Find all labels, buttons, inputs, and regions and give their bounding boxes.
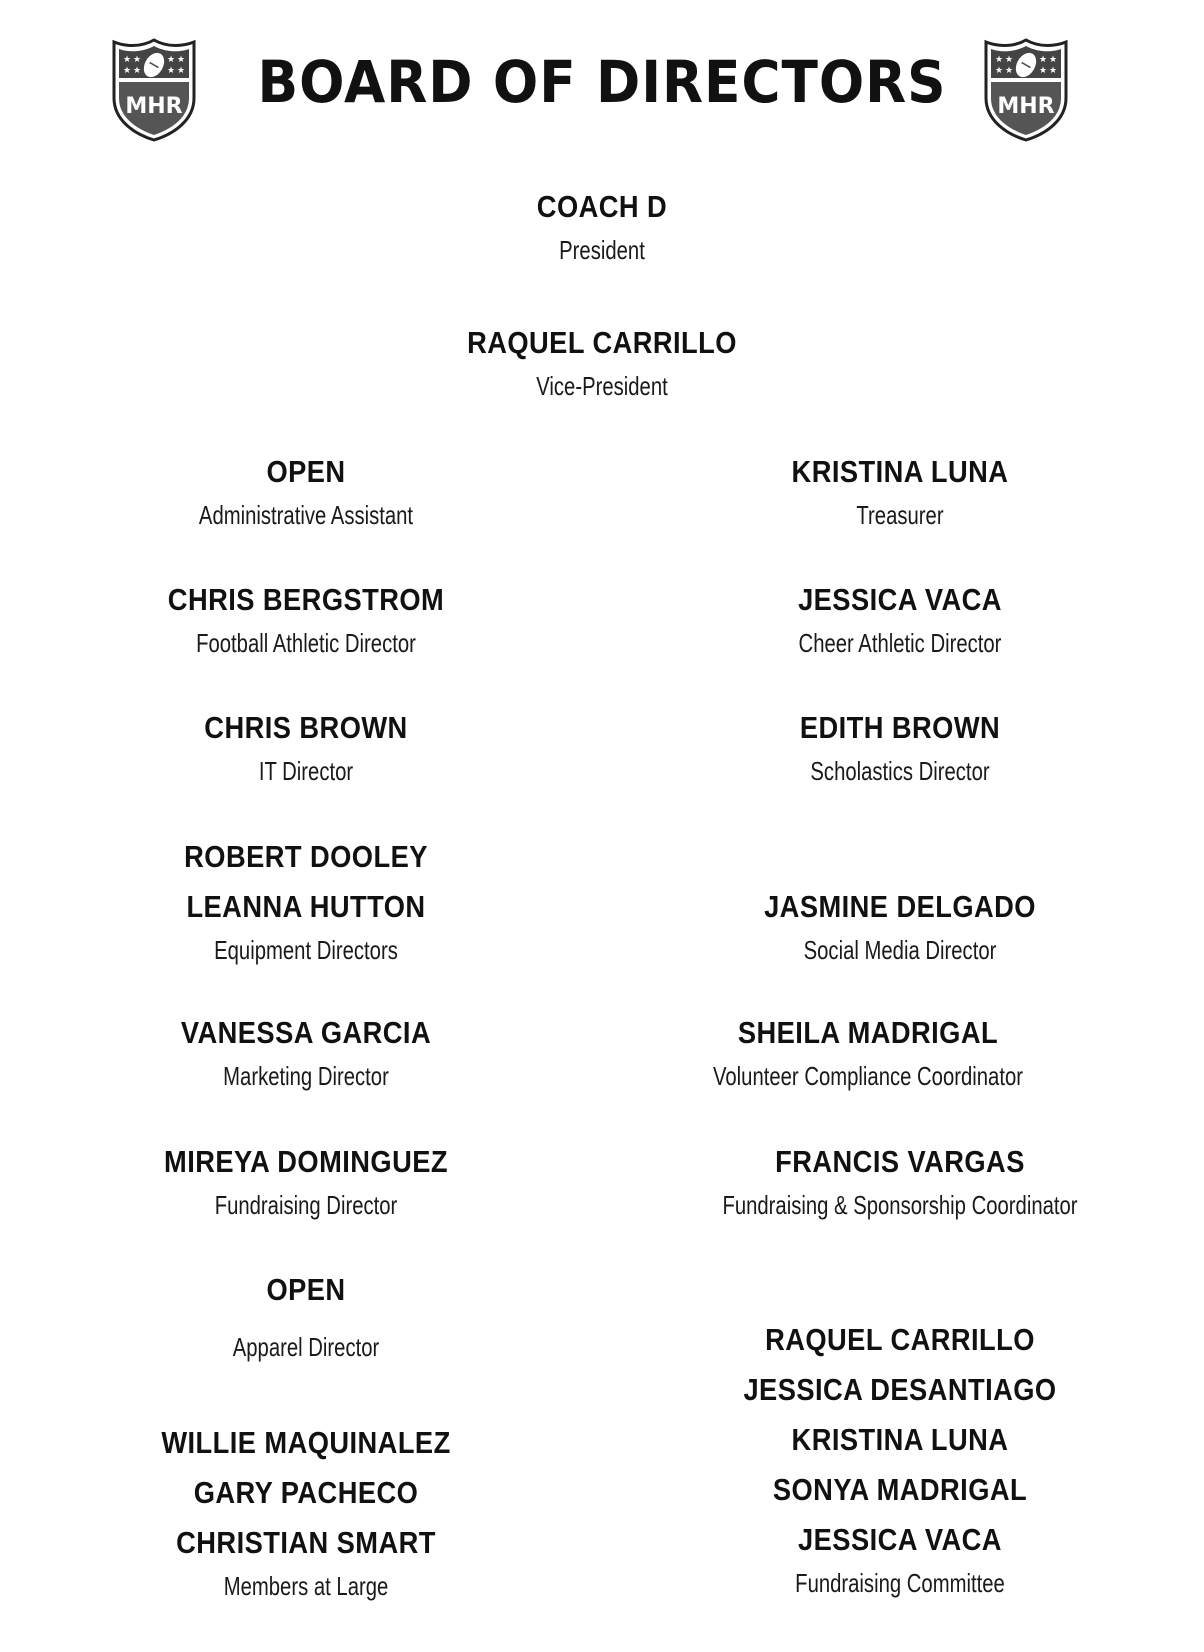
shield-logo-icon [982,38,1070,142]
svg-text:★: ★ [1049,66,1058,76]
svg-text:★: ★ [995,66,1004,76]
director-entry [190,703,421,789]
director-entry [164,1008,448,1094]
svg-text:★: ★ [1005,55,1014,65]
director-role: Volunteer Compliance Coordinator [712,1061,1024,1091]
vice-president-name: RAQUEL CARRILLO [467,325,737,360]
svg-text:★: ★ [1005,66,1014,76]
director-role: Members at Large [223,1571,389,1601]
director-entry [746,882,1055,968]
svg-text:★: ★ [167,66,176,76]
director-name: JASMINE DELGADO [764,889,1036,924]
director-entry [722,1315,1078,1601]
svg-text:★: ★ [1049,55,1058,65]
director-name: JESSICA VACA [798,582,1002,617]
director-name: WILLIE MAQUINALEZ [161,1425,451,1460]
director-name: SHEILA MADRIGAL [737,1015,999,1050]
director-entry [168,832,445,968]
director-entry [169,447,444,533]
svg-text:★: ★ [1039,55,1048,65]
director-entry [785,703,1015,789]
svg-text:MHR: MHR [125,94,183,119]
director-name: VANESSA GARCIA [180,1015,432,1050]
director-entry [212,1265,400,1365]
svg-text:★: ★ [995,55,1004,65]
president-entry [528,182,676,268]
director-role: Cheer Athletic Director [798,628,1002,658]
director-entry [770,575,1030,661]
svg-text:★: ★ [133,55,142,65]
director-name: RAQUEL CARRILLO [765,1322,1035,1357]
director-name: SONYA MADRIGAL [772,1472,1028,1507]
svg-text:★: ★ [123,55,132,65]
director-role: Football Athletic Director [196,628,416,658]
director-entry [142,1418,471,1604]
svg-text:★: ★ [123,66,132,76]
director-role: Apparel Director [232,1332,380,1362]
director-role: Administrative Assistant [198,500,414,530]
director-role: Equipment Directors [214,935,398,965]
director-name: KRISTINA LUNA [791,1422,1009,1457]
svg-text:★: ★ [167,55,176,65]
director-name: OPEN [266,1272,346,1307]
director-name: EDITH BROWN [799,710,1001,745]
director-role: Scholastics Director [810,756,990,786]
svg-text:★: ★ [1039,66,1048,76]
director-role: Fundraising & Sponsorship Coordinator [722,1190,1078,1220]
director-name: JESSICA VACA [798,1522,1002,1557]
director-name: LEANNA HUTTON [186,889,426,924]
director-name: MIREYA DOMINGUEZ [164,1144,448,1179]
director-name: CHRIS BROWN [204,710,408,745]
vice-president-role: Vice-President [536,371,668,401]
director-name: JESSICA DESANTIAGO [743,1372,1057,1407]
director-role: IT Director [258,756,354,786]
director-name: KRISTINA LUNA [791,454,1009,489]
director-role: Fundraising Director [214,1190,398,1220]
director-entry [145,1137,468,1223]
director-role: Social Media Director [803,935,997,965]
director-name: CHRISTIAN SMART [176,1525,436,1560]
director-role: Marketing Director [223,1061,389,1091]
president-name: COACH D [536,189,668,224]
director-entry [669,1008,1066,1094]
director-entry [149,575,463,661]
mhr-shield-logo-right [982,38,1070,142]
director-name: GARY PACHECO [193,1475,419,1510]
director-name: FRANCIS VARGAS [775,1144,1025,1179]
svg-text:MHR: MHR [997,94,1055,119]
director-name: ROBERT DOOLEY [184,839,428,874]
director-entry [672,1137,1127,1223]
director-name: CHRIS BERGSTROM [167,582,445,617]
vice-president-entry [449,318,756,404]
director-role: Fundraising Committee [795,1568,1005,1598]
president-role: President [559,235,645,265]
svg-text:★: ★ [177,66,186,76]
svg-text:★: ★ [133,66,142,76]
director-role: Treasurer [856,500,944,530]
svg-text:★: ★ [177,55,186,65]
director-entry [777,447,1023,533]
director-name: OPEN [266,454,346,489]
page-title: BOARD OF DIRECTORS [257,48,947,116]
